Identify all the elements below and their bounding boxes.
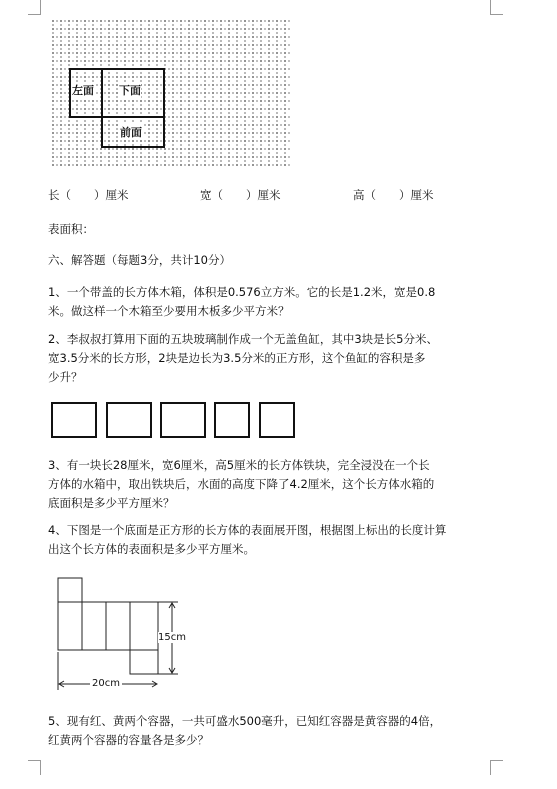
- glass-panel-4: [214, 402, 250, 438]
- net-top-square: [58, 578, 82, 602]
- label-left-face: 左面: [72, 84, 94, 97]
- question-2-line-2: 宽3.5分米的长方形，2块是边长为3.5分米的正方形，这个鱼缸的容积是多: [48, 351, 426, 365]
- net-side-strip: [58, 602, 158, 650]
- question-5-line-1: 5、现有红、黄两个容器，一共可盛水500毫升，已知红容器是黄容器的4倍，: [48, 714, 442, 728]
- question-4-line-1: 4、下图是一个底面是正方形的长方体的表面展开图，根据图上标出的长度计算: [48, 523, 447, 537]
- question-1: [48, 283, 435, 321]
- question-3-line-3: 底面积是多少平方厘米？: [48, 496, 175, 510]
- label-width: 20cm: [92, 678, 120, 689]
- grid-figure: [52, 20, 292, 170]
- question-4-line-2: 出这个长方体的表面积是多少平方厘米。: [48, 542, 255, 556]
- corner-mark-bottom-right: [490, 760, 503, 775]
- question-5: [48, 712, 441, 750]
- width-blank: 宽（ ）厘米: [200, 188, 281, 202]
- net-bottom-square: [130, 650, 158, 674]
- label-front-face: 前面: [120, 126, 142, 139]
- question-1-line-2: 米。做这样一个木箱至少要用木板多少平方米？: [48, 304, 290, 318]
- corner-mark-top-left: [28, 0, 41, 15]
- label-height: 15cm: [158, 632, 186, 643]
- glass-panel-5: [259, 402, 295, 438]
- question-5-line-2: 红黄两个容器的容量各是多少？: [48, 733, 209, 747]
- glass-panel-2: [106, 402, 152, 438]
- question-1-line-1: 1、一个带盖的长方体木箱，体积是0.576立方米。它的长是1.2米，宽是0.8: [48, 285, 436, 299]
- question-2-line-3: 少升？: [48, 370, 83, 384]
- question-2: [48, 330, 438, 387]
- question-2-line-1: 2、李叔叔打算用下面的五块玻璃制作成一个无盖鱼缸，其中3块是长5分米、: [48, 332, 438, 346]
- corner-mark-bottom-left: [28, 760, 41, 775]
- label-bottom-face: 下面: [119, 84, 141, 97]
- question-4: [48, 521, 446, 559]
- surface-area-label: 表面积：: [48, 222, 94, 236]
- glass-panel-3: [160, 402, 206, 438]
- height-blank: 高（ ）厘米: [353, 188, 434, 202]
- question-3-line-1: 3、有一块长28厘米，宽6厘米，高5厘米的长方体铁块，完全浸没在一个长: [48, 458, 430, 472]
- corner-mark-top-right: [490, 0, 503, 15]
- question-3-line-2: 方体的水箱中，取出铁块后，水面的高度下降了4.2厘米，这个长方体水箱的: [48, 477, 435, 491]
- length-blank: 长（ ）厘米: [48, 188, 129, 202]
- section-heading: 六、解答题（每题3分，共计10分）: [48, 253, 231, 267]
- glass-panel-1: [51, 402, 97, 438]
- cuboid-net-figure: [50, 574, 190, 700]
- question-3: [48, 456, 434, 513]
